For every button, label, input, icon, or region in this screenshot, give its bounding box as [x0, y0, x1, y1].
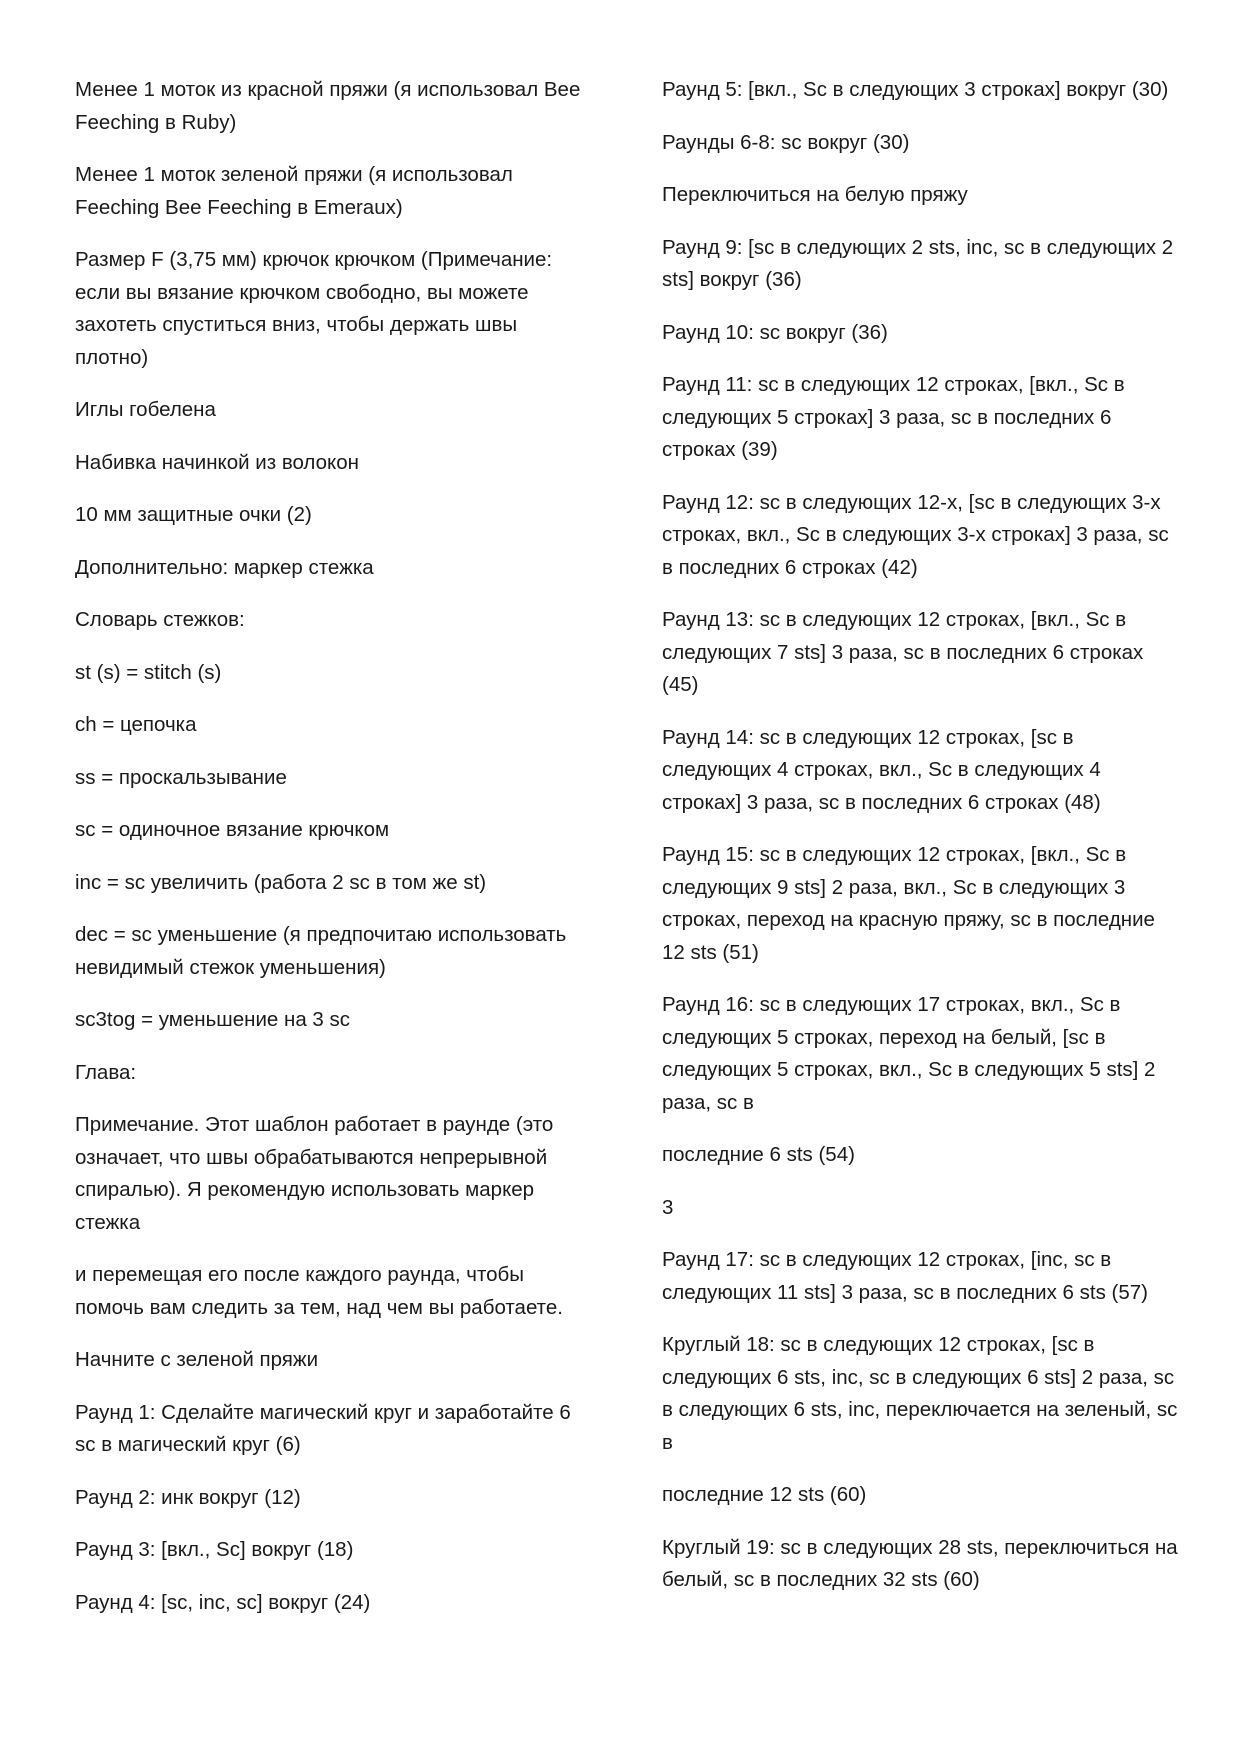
round-16: Раунд 16: sc в следующих 17 строках, вкл., Sc в следующих 5 строках, переход на белый, [sc в следующих 5 строках, вкл., Sc в следующих 5 sts] 2 раза, sc в	[662, 993, 1156, 1114]
round-14: Раунд 14: sc в следующих 12 строках, [sc в следующих 4 строках, вкл., Sc в следующих 4 строках] 3 раза, sc в последних 6 строках (48)	[662, 725, 1101, 814]
materials-marker: Дополнительно: маркер стежка	[75, 555, 374, 579]
round-3: Раунд 3: [вкл., Sc] вокруг (18)	[75, 1538, 354, 1561]
glossary-dec: dec = sc уменьшение (я предпочитаю использовать невидимый стежок уменьшения)	[75, 923, 567, 979]
materials-red-yarn: Менее 1 моток из красной пряжи (я использовал Bee Feeching в Ruby)	[75, 78, 581, 134]
round-15: Раунд 15: sc в следующих 12 строках, [вкл., Sc в следующих 9 sts] 2 раза, вкл., Sc в следующих 3 строках, переход на красную пряжу, sc в последние 12 sts (51)	[662, 843, 1155, 964]
materials-eyes: 10 мм защитные очки (2)	[75, 503, 312, 526]
round-2: Раунд 2: инк вокруг (12)	[75, 1485, 301, 1509]
materials-green-yarn: Менее 1 моток зеленой пряжи (я использовал Feeching Bee Feeching в Emeraux)	[75, 163, 513, 219]
glossary-st: st (s) = stitch (s)	[75, 660, 222, 684]
round-10: Раунд 10: sc вокруг (36)	[662, 320, 888, 344]
round-18: Круглый 18: sc в следующих 12 строках, [sc в следующих 6 sts, inc, sc в следующих 6 sts] 2 раза, sc в следующих 6 sts, inc, переключается на зеленый, sc в	[662, 1333, 1178, 1454]
start-instruction: Начните с зеленой пряжи	[75, 1348, 319, 1371]
round-19: Круглый 19: sc в следующих 28 sts, переключиться на белый, sc в последних 32 sts (60)	[662, 1535, 1178, 1591]
pattern-note-continued: и перемещая его после каждого раунда, чтобы помочь вам следить за тем, над чем вы работаете.	[75, 1263, 563, 1319]
round-4: Раунд 4: [sc, inc, sc] вокруг (24)	[75, 1590, 371, 1614]
right-column	[662, 74, 1182, 1617]
materials-hook: Размер F (3,75 мм) крючок крючком (Примечание: если вы вязание крючком свободно, вы можете захотеть спуститься вниз, чтобы держать швы плотно)	[75, 248, 553, 369]
glossary-sc: sc = одиночное вязание крючком	[75, 818, 390, 841]
left-column	[75, 74, 595, 1639]
glossary-ss: ss = проскальзывание	[75, 765, 287, 789]
glossary-inc: inc = sc увеличить (работа 2 sc в том же st)	[75, 870, 487, 894]
round-11: Раунд 11: sc в следующих 12 строках, [вкл., Sc в следующих 5 строках] 3 раза, sc в последних 6 строках (39)	[662, 373, 1125, 461]
glossary-sc3tog: sc3tog = уменьшение на 3 sc	[75, 1008, 351, 1031]
switch-white-yarn: Переключиться на белую пряжу	[662, 183, 968, 206]
round-12: Раунд 12: sc в следующих 12-х, [sc в следующих 3-х строках, вкл., Sc в следующих 3-х строках] 3 раза, sc в последних 6 строках (42)	[662, 490, 1169, 579]
glossary-ch: ch = цепочка	[75, 713, 197, 736]
page-number: 3	[662, 1195, 674, 1219]
materials-stuffing: Набивка начинкой из волокон	[75, 450, 359, 474]
round-5: Раунд 5: [вкл., Sc в следующих 3 строках] вокруг (30)	[662, 78, 1169, 101]
rounds-6-8: Раунды 6-8: sc вокруг (30)	[662, 130, 910, 154]
round-18-continued: последние 12 sts (60)	[662, 1483, 867, 1506]
round-9: Раунд 9: [sc в следующих 2 sts, inc, sc в следующих 2 sts] вокруг (36)	[662, 235, 1174, 291]
materials-needle: Иглы гобелена	[75, 398, 216, 421]
section-head-heading: Глава:	[75, 1060, 137, 1084]
round-17: Раунд 17: sc в следующих 12 строках, [inc, sc в следующих 11 sts] 3 раза, sc в последних 6 sts (57)	[662, 1248, 1149, 1304]
round-1: Раунд 1: Сделайте магический круг и заработайте 6 sc в магический круг (6)	[75, 1400, 571, 1456]
pattern-note: Примечание. Этот шаблон работает в раунде (это означает, что швы обрабатываются непрерывной спиралью). Я рекомендую использовать маркер стежка	[75, 1113, 554, 1234]
glossary-heading: Словарь стежков:	[75, 608, 245, 631]
round-13: Раунд 13: sc в следующих 12 строках, [вкл., Sc в следующих 7 sts] 3 раза, sc в последних 6 строках (45)	[662, 608, 1144, 696]
round-16-continued: последние 6 sts (54)	[662, 1143, 855, 1166]
